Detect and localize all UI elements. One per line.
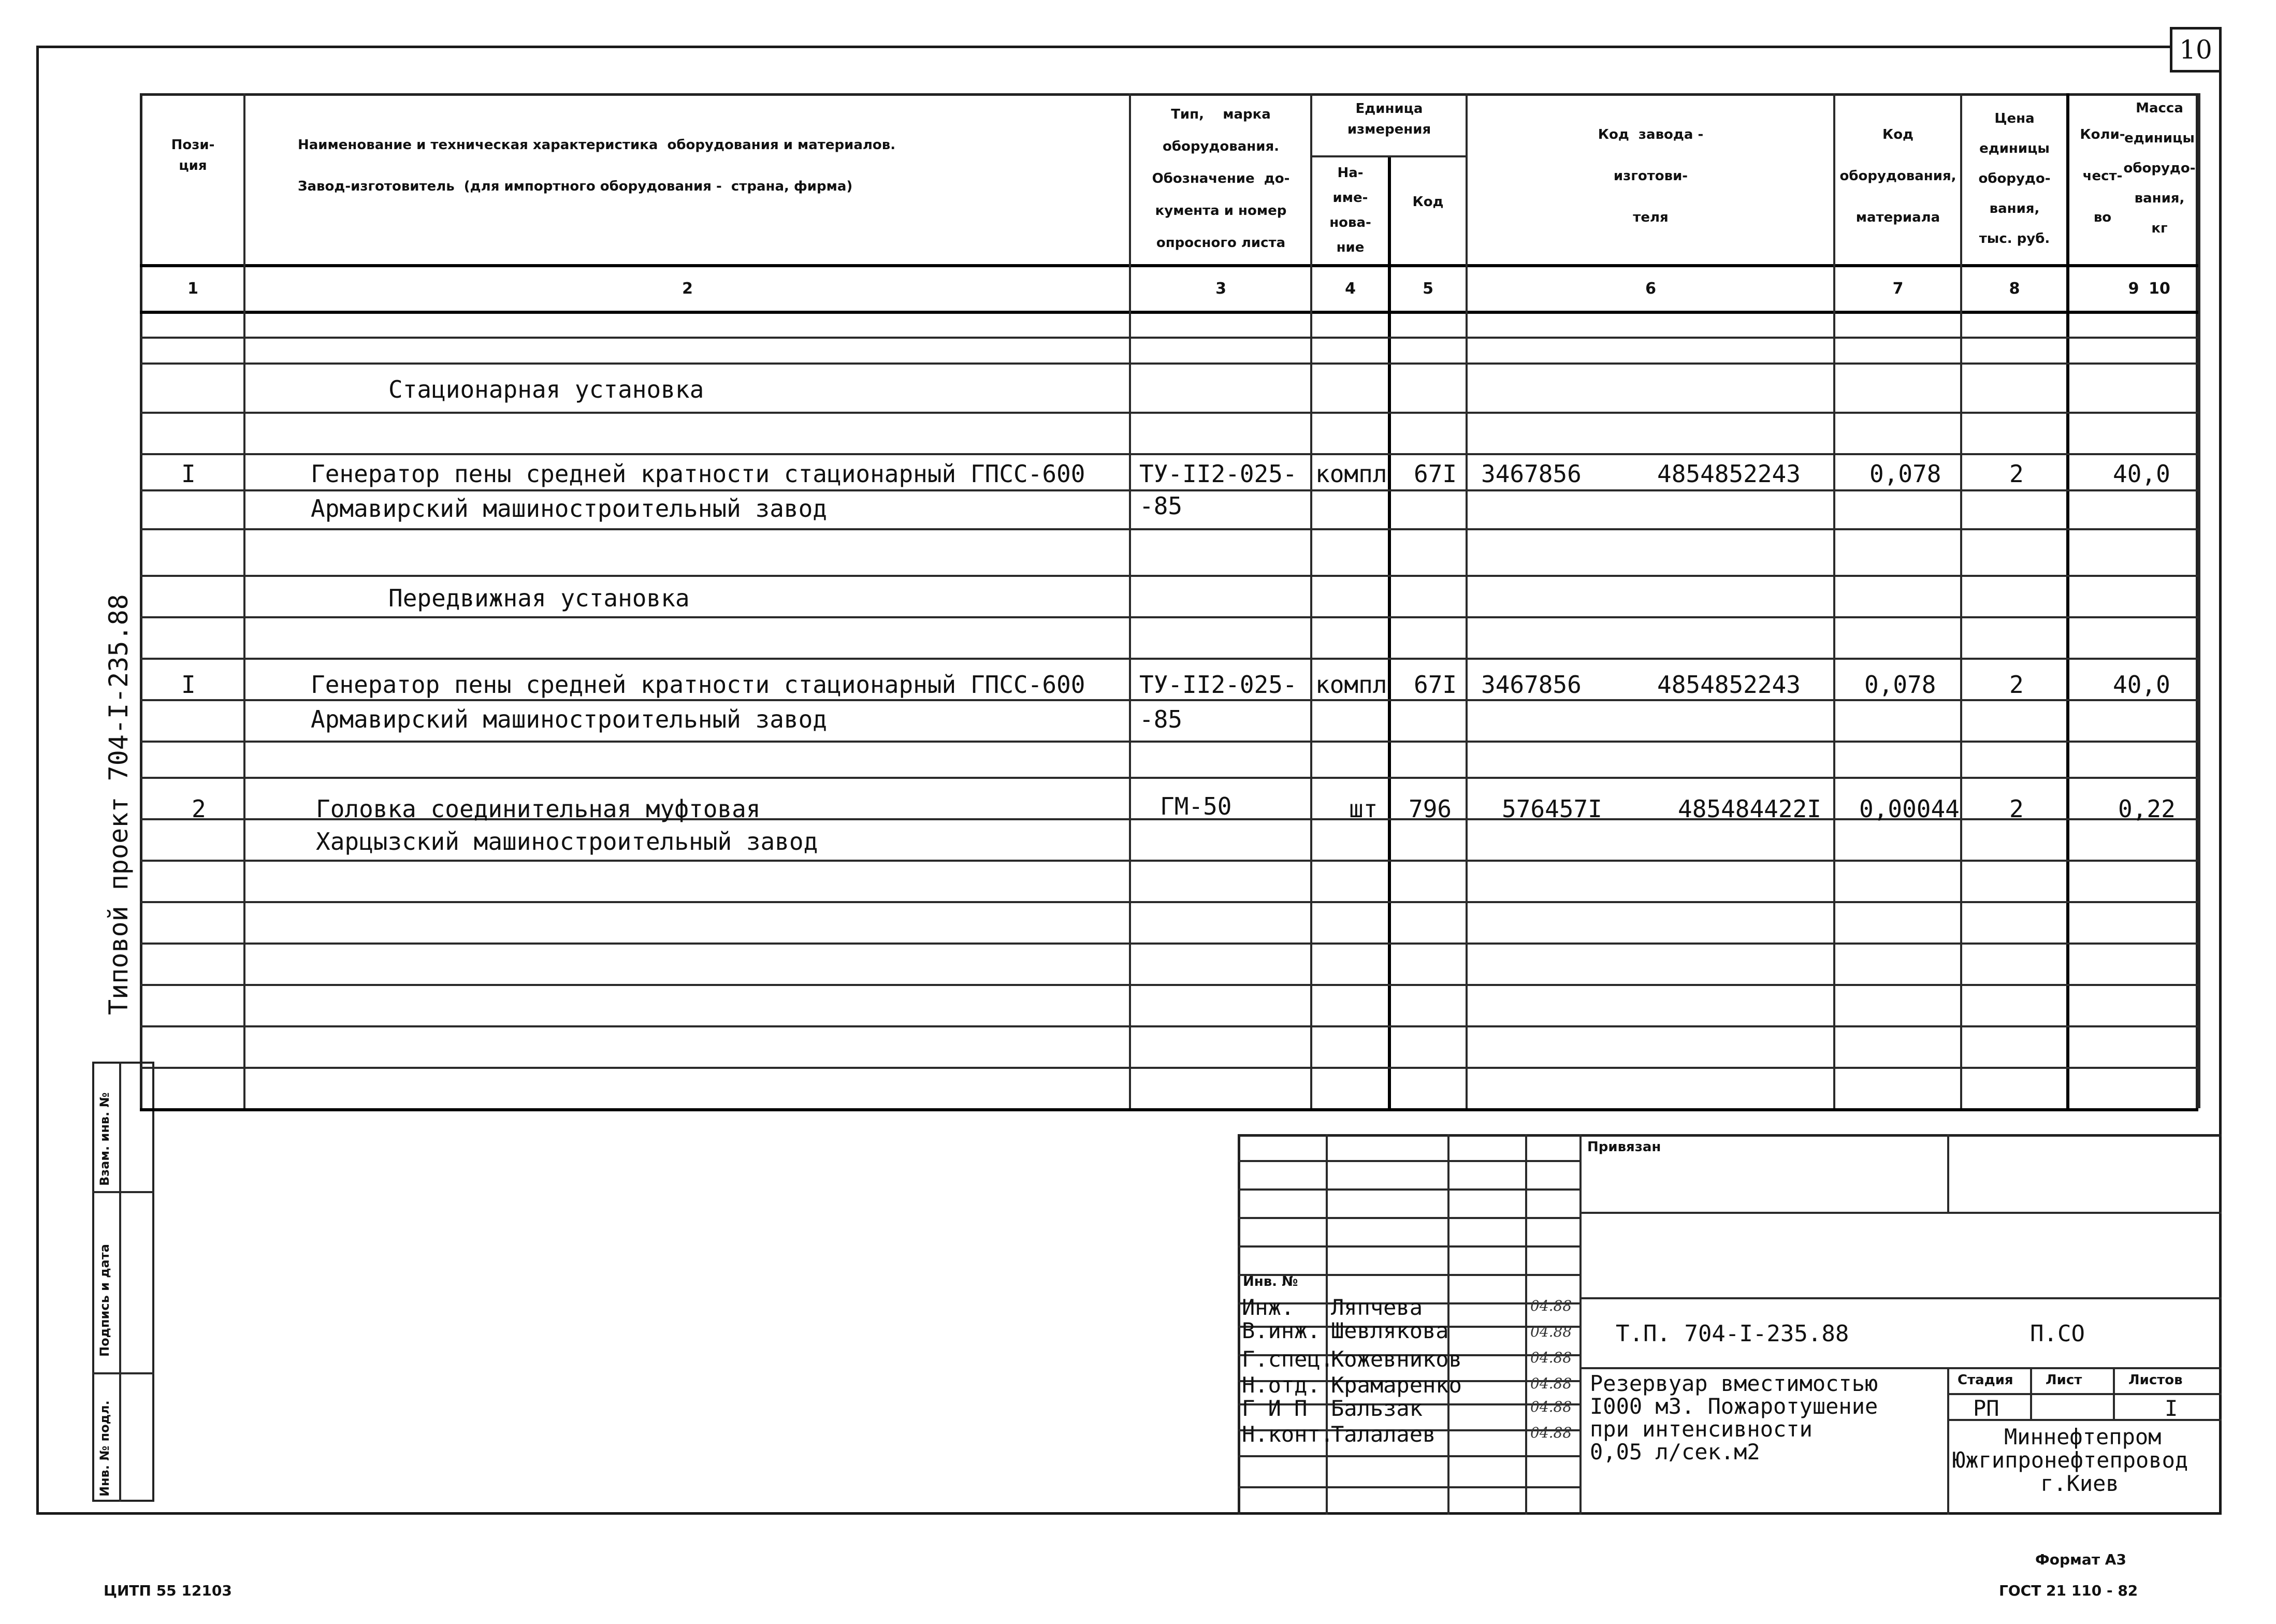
org-ministry: Миннефтепром [2004, 1424, 2162, 1449]
staff-name: Шевлякова [1331, 1318, 1449, 1343]
row-name: Головка соединительная муфтовая [316, 795, 761, 823]
document-code: Т.П. 704-I-235.88 [1616, 1321, 1849, 1347]
footer-left-code: ЦИТП 55 12103 [104, 1582, 232, 1599]
row-manufacturer: Армавирский машиностроительный завод [311, 495, 827, 523]
col-num-4: 4 [1345, 280, 1356, 298]
row-unit-code: 67I [1414, 460, 1457, 488]
col-num-8: 8 [2009, 280, 2020, 298]
col-num-10: 10 [2149, 280, 2170, 298]
row-type: ГМ-50 [1160, 792, 1232, 820]
col-num-3: 3 [1215, 280, 1226, 298]
header-unit: Единица измерения [1347, 101, 1431, 137]
header-unit-code: Код [1412, 194, 1444, 210]
staff-name: Талалаев [1331, 1422, 1436, 1447]
side-sign-date: Подпись и дата [97, 1244, 112, 1357]
row-position: 2 [192, 795, 206, 823]
col-num-7: 7 [1892, 280, 1904, 298]
row-unit-code: 796 [1409, 795, 1452, 823]
header-type: Тип, марка оборудования. Обозначение до- кумента и номер опросного листа [1152, 107, 1290, 251]
staff-date: 04.88 [1530, 1297, 1572, 1314]
col-num-1: 1 [187, 280, 198, 298]
header-mass: Масса единицы оборудо- вания, кг [2123, 100, 2196, 236]
row-qty: 2 [2009, 795, 2024, 823]
row-manufacturer: Армавирский машиностроительный завод [311, 705, 827, 733]
side-inv-vzam: Взам. инв. № [97, 1092, 112, 1186]
staff-date: 04.88 [1530, 1424, 1572, 1441]
row-equipment-code: 4854852243 [1657, 460, 1801, 488]
row-type: ТУ-II2-025- [1139, 460, 1297, 488]
format-label: Формат А3 [2035, 1551, 2126, 1568]
staff-role: Инж. [1242, 1295, 1295, 1320]
row-unit: компл [1315, 671, 1387, 699]
row-equipment-code: 4854852243 [1657, 671, 1801, 699]
row-qty: 2 [2009, 460, 2024, 488]
staff-date: 04.88 [1530, 1349, 1572, 1366]
header-qty: Коли- чест- во [2080, 127, 2125, 225]
header-position: Пози- ция [171, 137, 215, 173]
staff-name: Бальзак [1331, 1396, 1423, 1421]
header-unit-name: На- име- нова- ние [1329, 165, 1371, 255]
row-unit: шт [1349, 795, 1378, 823]
document-mark: П.СО [2030, 1321, 2085, 1347]
row-price: 0,00044 [1859, 795, 1960, 823]
staff-name: Ляпчева [1331, 1295, 1423, 1320]
row-price: 0,078 [1869, 460, 1941, 488]
sheets-value: I [2165, 1396, 2178, 1421]
row-mfr-code: 3467856 [1481, 671, 1582, 699]
row-type-cont: -85 [1139, 705, 1183, 733]
row-mass: 40,0 [2113, 460, 2170, 488]
side-inv-podl: Инв. № подл. [97, 1400, 112, 1497]
sheet-label: Лист [2046, 1372, 2082, 1388]
row-price: 0,078 [1864, 671, 1936, 699]
row-type-cont: -85 [1139, 492, 1183, 520]
inv-no-label: Инв. № [1243, 1274, 1298, 1289]
staff-role: Г И П [1242, 1396, 1308, 1421]
stage-value: РП [1973, 1396, 1999, 1421]
staff-date: 04.88 [1530, 1375, 1572, 1392]
document-description: Резервуар вместимостью I000 м3. Пожаротушение при интенсивности 0,05 л/сек.м2 [1590, 1371, 1878, 1465]
row-name: Генератор пены средней кратности стационарный ГПСС-600 [311, 671, 1085, 699]
col-num-2: 2 [682, 280, 693, 298]
staff-date: 04.88 [1530, 1398, 1572, 1415]
row-qty: 2 [2009, 671, 2024, 699]
sheets-label: Листов [2128, 1372, 2183, 1388]
section-stationary: Стационарная установка [388, 375, 704, 403]
row-position: I [181, 460, 196, 488]
row-mass: 0,22 [2118, 795, 2176, 823]
org-institute: Южгипронефтепровод [1952, 1447, 2188, 1473]
row-mfr-code: 3467856 [1481, 460, 1582, 488]
row-equipment-code: 485484422I [1678, 795, 1821, 823]
header-mfr-code: Код завода - изготови- теля [1598, 127, 1704, 225]
row-position: I [181, 671, 196, 699]
row-unit-code: 67I [1414, 671, 1457, 699]
row-manufacturer: Харцызский машиностроительный завод [316, 828, 818, 856]
col-num-9: 9 [2128, 280, 2139, 298]
header-name: Наименование и техническая характеристика оборудования и материалов. Завод-изготовитель (для импортного оборудования - страна, фирма) [298, 137, 896, 194]
side-project-label: Типовой проект 704-I-235.88 [104, 594, 134, 1015]
staff-name: Крамаренко [1331, 1372, 1462, 1398]
footer-gost: ГОСТ 21 110 - 82 [1999, 1582, 2138, 1599]
row-mass: 40,0 [2113, 671, 2170, 699]
header-equipment-code: Код оборудования, материала [1839, 127, 1956, 225]
stage-label: Стадия [1958, 1372, 2013, 1388]
row-unit: компл [1315, 460, 1387, 488]
col-num-5: 5 [1423, 280, 1433, 298]
row-type: ТУ-II2-025- [1139, 671, 1297, 699]
section-mobile: Передвижная установка [388, 584, 690, 612]
sheet-number: 10 [2170, 27, 2222, 72]
staff-name: Кожевников [1331, 1346, 1462, 1372]
org-city: г.Киев [2040, 1471, 2119, 1496]
staff-role: Г.спец. [1242, 1346, 1334, 1372]
staff-role: Н.отд. [1242, 1372, 1321, 1398]
privyazan-label: Привязан [1587, 1139, 1661, 1155]
staff-role: В.инж. [1242, 1318, 1321, 1343]
col-num-6: 6 [1645, 280, 1656, 298]
staff-role: Н.конт. [1242, 1422, 1334, 1447]
header-price: Цена единицы оборудо- вания, тыс. руб. [1978, 111, 2051, 247]
row-name: Генератор пены средней кратности стационарный ГПСС-600 [311, 460, 1085, 488]
row-mfr-code: 576457I [1502, 795, 1602, 823]
staff-date: 04.88 [1530, 1323, 1572, 1340]
